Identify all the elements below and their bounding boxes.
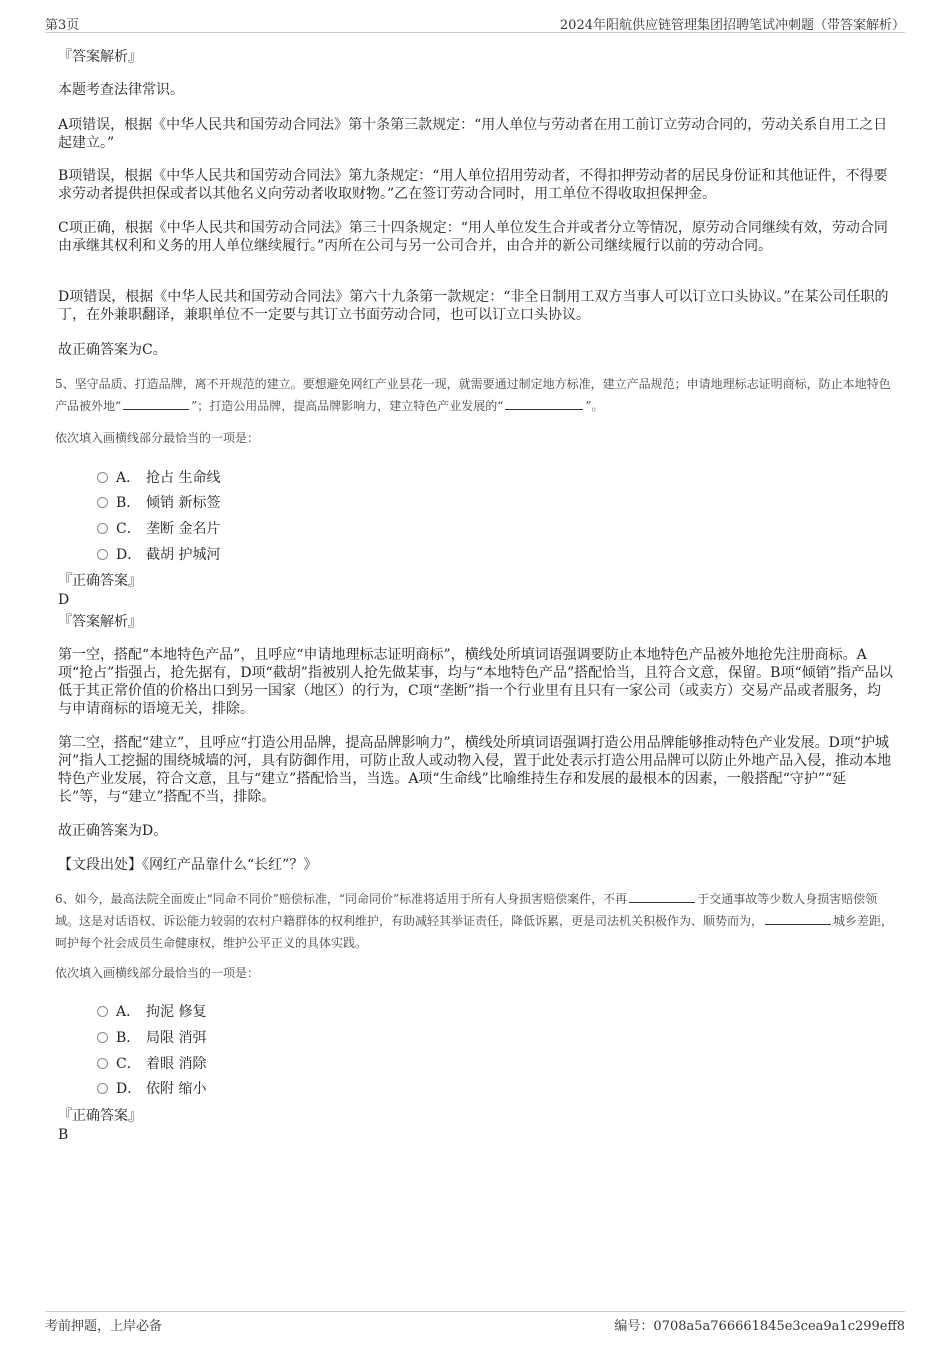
option-text: 拘泥 修复 bbox=[146, 1004, 207, 1020]
radio-icon[interactable] bbox=[97, 1006, 108, 1017]
blank-line bbox=[123, 397, 189, 410]
document-title: 2024年阳航供应链管理集团招聘笔试冲刺题（带答案解析） bbox=[559, 18, 905, 33]
q6-answer-label: 『正确答案』 bbox=[58, 1108, 142, 1124]
option-letter: C． bbox=[116, 521, 141, 537]
radio-icon[interactable] bbox=[97, 497, 108, 508]
q4-para-b: B项错误，根据《中华人民共和国劳动合同法》第九条规定：“用人单位招用劳动者，不得扣押劳动者的居民身份证和其他证件，不得要求劳动者提供担保或者以其他名义向劳动者收取财物。”乙在签订劳动合同时，用工单位不得收取担保押金。 bbox=[58, 168, 888, 202]
radio-icon[interactable] bbox=[97, 1058, 108, 1069]
q4-analysis-label: 『答案解析』 bbox=[58, 49, 142, 65]
option-text: 局限 消弭 bbox=[146, 1030, 207, 1046]
option-text: 截胡 护城河 bbox=[146, 547, 221, 563]
option-letter: A． bbox=[116, 1004, 141, 1020]
page-footer bbox=[45, 1311, 905, 1332]
blank-line bbox=[629, 890, 695, 903]
q5-conclusion: 故正确答案为D。 bbox=[58, 823, 168, 839]
q6-stem-part: 6、如今，最高法院全面废止“同命不同价”赔偿标准，“同命同价”标准将适用于所有人身损害赔偿案件，不再 bbox=[55, 892, 628, 906]
q6-option-a[interactable] bbox=[97, 1001, 206, 1021]
q4-intro: 本题考查法律常识。 bbox=[58, 82, 184, 98]
q6-option-b[interactable] bbox=[97, 1027, 206, 1047]
page-number: 第3页 bbox=[45, 18, 80, 33]
q5-analysis-label: 『答案解析』 bbox=[58, 614, 142, 630]
option-letter: D． bbox=[116, 1081, 142, 1097]
option-text: 倾销 新标签 bbox=[146, 495, 221, 511]
radio-icon[interactable] bbox=[97, 1032, 108, 1043]
q5-answer-label: 『正确答案』 bbox=[58, 573, 142, 589]
option-letter: A． bbox=[116, 470, 141, 486]
q5-option-c[interactable] bbox=[97, 518, 220, 538]
q5-stem bbox=[55, 373, 895, 417]
radio-icon[interactable] bbox=[97, 1083, 108, 1094]
q5-option-b[interactable] bbox=[97, 492, 220, 512]
q4-para-c: C项正确，根据《中华人民共和国劳动合同法》第三十四条规定：“用人单位发生合并或者分立等情况，原劳动合同继续有效，劳动合同由承继其权利和义务的用人单位继续履行。”丙所在公司与另一公司合并，由合并的新公司继续履行以前的劳动合同。 bbox=[58, 220, 888, 254]
q6-instruction: 依次填入画横线部分最恰当的一项是： bbox=[55, 966, 260, 980]
q4-conclusion: 故正确答案为C。 bbox=[58, 342, 167, 358]
q5-answer: D bbox=[58, 592, 70, 608]
radio-icon[interactable] bbox=[97, 549, 108, 560]
q6-stem-part: 于交通事故等少数人身损害赔偿领域。这是对话语权、诉讼能力较弱的农村户籍群体的权利维护，有助减轻其举证责任，降低诉累，更是司法机关积极作为、顺势而为， bbox=[55, 892, 878, 928]
option-letter: B． bbox=[116, 1030, 141, 1046]
q5-option-a[interactable] bbox=[97, 467, 220, 487]
q5-analysis-1: 第一空，搭配“本地特色产品”，且呼应“申请地理标志证明商标”，横线处所填词语强调要防止本地特色产品被外地抢先注册商标。A项“抢占”指强占，抢先据有，D项“截胡”指被别人抢先做某事，均与“本地特色产品”搭配恰当，且符合文意，保留。B项“倾销”指产品以低于其正常价值的价格出口到另一国家（地区）的行为，C项“垄断”指一个行业里有且只有一家公司（或卖方）交易产品或者服务，均与申请商标的语境无关，排除。 bbox=[58, 647, 893, 717]
q4-para-d: D项错误，根据《中华人民共和国劳动合同法》第六十九条第一款规定：“非全日制用工双方当事人可以订立口头协议。”在某公司任职的丁，在外兼职翻译，兼职单位不一定要与其订立书面劳动合同，也可以订立口头协议。 bbox=[58, 289, 889, 323]
q5-option-d[interactable] bbox=[97, 544, 220, 564]
option-letter: D． bbox=[116, 547, 142, 563]
option-text: 垄断 金名片 bbox=[146, 521, 221, 537]
option-text: 抢占 生命线 bbox=[146, 470, 221, 486]
option-letter: B． bbox=[116, 495, 141, 511]
document-code: 编号：0708a5a766661845e3cea9a1c299eff8 bbox=[614, 1319, 905, 1334]
q6-stem bbox=[55, 888, 895, 954]
q5-stem-part: ”；打造公用品牌，提高品牌影响力，建立特色产业发展的“ bbox=[191, 399, 504, 413]
footer-slogan: 考前押题，上岸必备 bbox=[45, 1319, 163, 1334]
q6-stem-part: 城乡差距，呵护每个社会成员生命健康权，维护公平正义的具体实践。 bbox=[55, 914, 894, 950]
page-header bbox=[45, 14, 905, 33]
blank-line bbox=[765, 912, 831, 925]
option-text: 着眼 消除 bbox=[146, 1056, 207, 1072]
radio-icon[interactable] bbox=[97, 472, 108, 483]
q5-analysis-2: 第二空，搭配“建立”，且呼应“打造公用品牌，提高品牌影响力”，横线处所填词语强调打造公用品牌能够推动特色产业发展。D项“护城河”指人工挖掘的围绕城墙的河，具有防御作用，可防止敌人或动物入侵，置于此处表示打造公用品牌可以防止外地产品入侵，推动本地特色产业发展，符合文意，且与“建立”搭配恰当，当选。A项“生命线”比喻维持生存和发展的最根本的因素，一般搭配“守护”“延长”等，与“建立”搭配不当，排除。 bbox=[58, 735, 892, 805]
option-text: 依附 缩小 bbox=[146, 1081, 207, 1097]
q6-option-d[interactable] bbox=[97, 1078, 206, 1098]
q6-option-c[interactable] bbox=[97, 1053, 206, 1073]
radio-icon[interactable] bbox=[97, 523, 108, 534]
q5-stem-part: 5、坚守品质、打造品牌，离不开规范的建立。要想避免网红产业昙花一现，就需要通过制定地方标准，建立产品规范；申请地理标志证明商标，防止本地特色产品被外地“ bbox=[55, 377, 891, 413]
q6-answer: B bbox=[58, 1127, 69, 1143]
q4-para-a: A项错误，根据《中华人民共和国劳动合同法》第十条第三款规定：“用人单位与劳动者在用工前订立劳动合同的，劳动关系自用工之日起建立。” bbox=[58, 117, 888, 151]
q5-source: 【文段出处】《网红产品靠什么“长红”？》 bbox=[58, 857, 318, 873]
blank-line bbox=[505, 397, 583, 410]
q5-instruction: 依次填入画横线部分最恰当的一项是： bbox=[55, 431, 260, 445]
option-letter: C． bbox=[116, 1056, 141, 1072]
q5-stem-part: ”。 bbox=[585, 399, 604, 413]
